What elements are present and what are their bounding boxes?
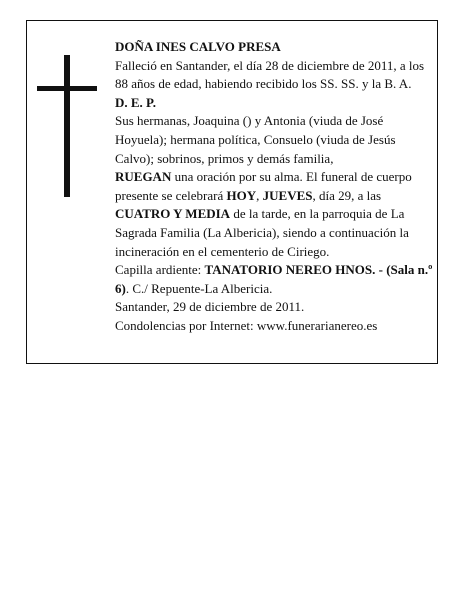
- chapel-venue: TANATORIO NEREO HNOS. - (Sala n.º 6): [115, 262, 433, 296]
- condolences-line: Condolencias por Internet: www.funerarianereo.es: [115, 317, 378, 333]
- funeral-time: CUATRO Y MEDIA: [115, 206, 231, 222]
- cross-icon: [37, 55, 97, 197]
- funeral-request: [115, 168, 435, 261]
- funeral-weekday: JUEVES: [262, 187, 313, 203]
- request-text-b: , día 29, a las: [312, 187, 382, 203]
- chapel-details: [115, 261, 435, 298]
- notice-text: [115, 38, 435, 336]
- cross-horizontal-bar: [37, 86, 97, 91]
- family-list: Sus hermanas, Joaquina () y Antonia (viuda de José Hoyuela); hermana política, Consuelo (viuda de Jesús Calvo); sobrinos, primos y demás familia,: [115, 113, 396, 166]
- obituary-notice: [26, 20, 438, 364]
- notice-date: Santander, 29 de diciembre de 2011.: [115, 299, 305, 315]
- chapel-label: Capilla ardiente:: [115, 262, 205, 278]
- death-details: Falleció en Santander, el día 28 de diciembre de 2011, a los 88 años de edad, habiendo recibido los SS. SS. y la B. A.: [115, 57, 425, 92]
- deceased-name: DOÑA INES CALVO PRESA: [115, 39, 281, 54]
- request-comma: ,: [256, 187, 263, 203]
- request-text-a: una oración por su alma. El funeral de cuerpo presente se celebrará: [115, 169, 412, 203]
- dep-line: D. E. P.: [115, 94, 157, 110]
- request-text-c: de la tarde, en la parroquia de La Sagrada Familia (La Albericia), siendo a continuación la incineración en el cementerio de Ciriego.: [115, 206, 409, 259]
- chapel-address: . C./ Repuente-La Albericia.: [125, 280, 273, 296]
- request-verb: RUEGAN: [115, 169, 172, 185]
- cross-vertical-bar: [64, 55, 70, 197]
- funeral-day-today: HOY: [226, 187, 257, 203]
